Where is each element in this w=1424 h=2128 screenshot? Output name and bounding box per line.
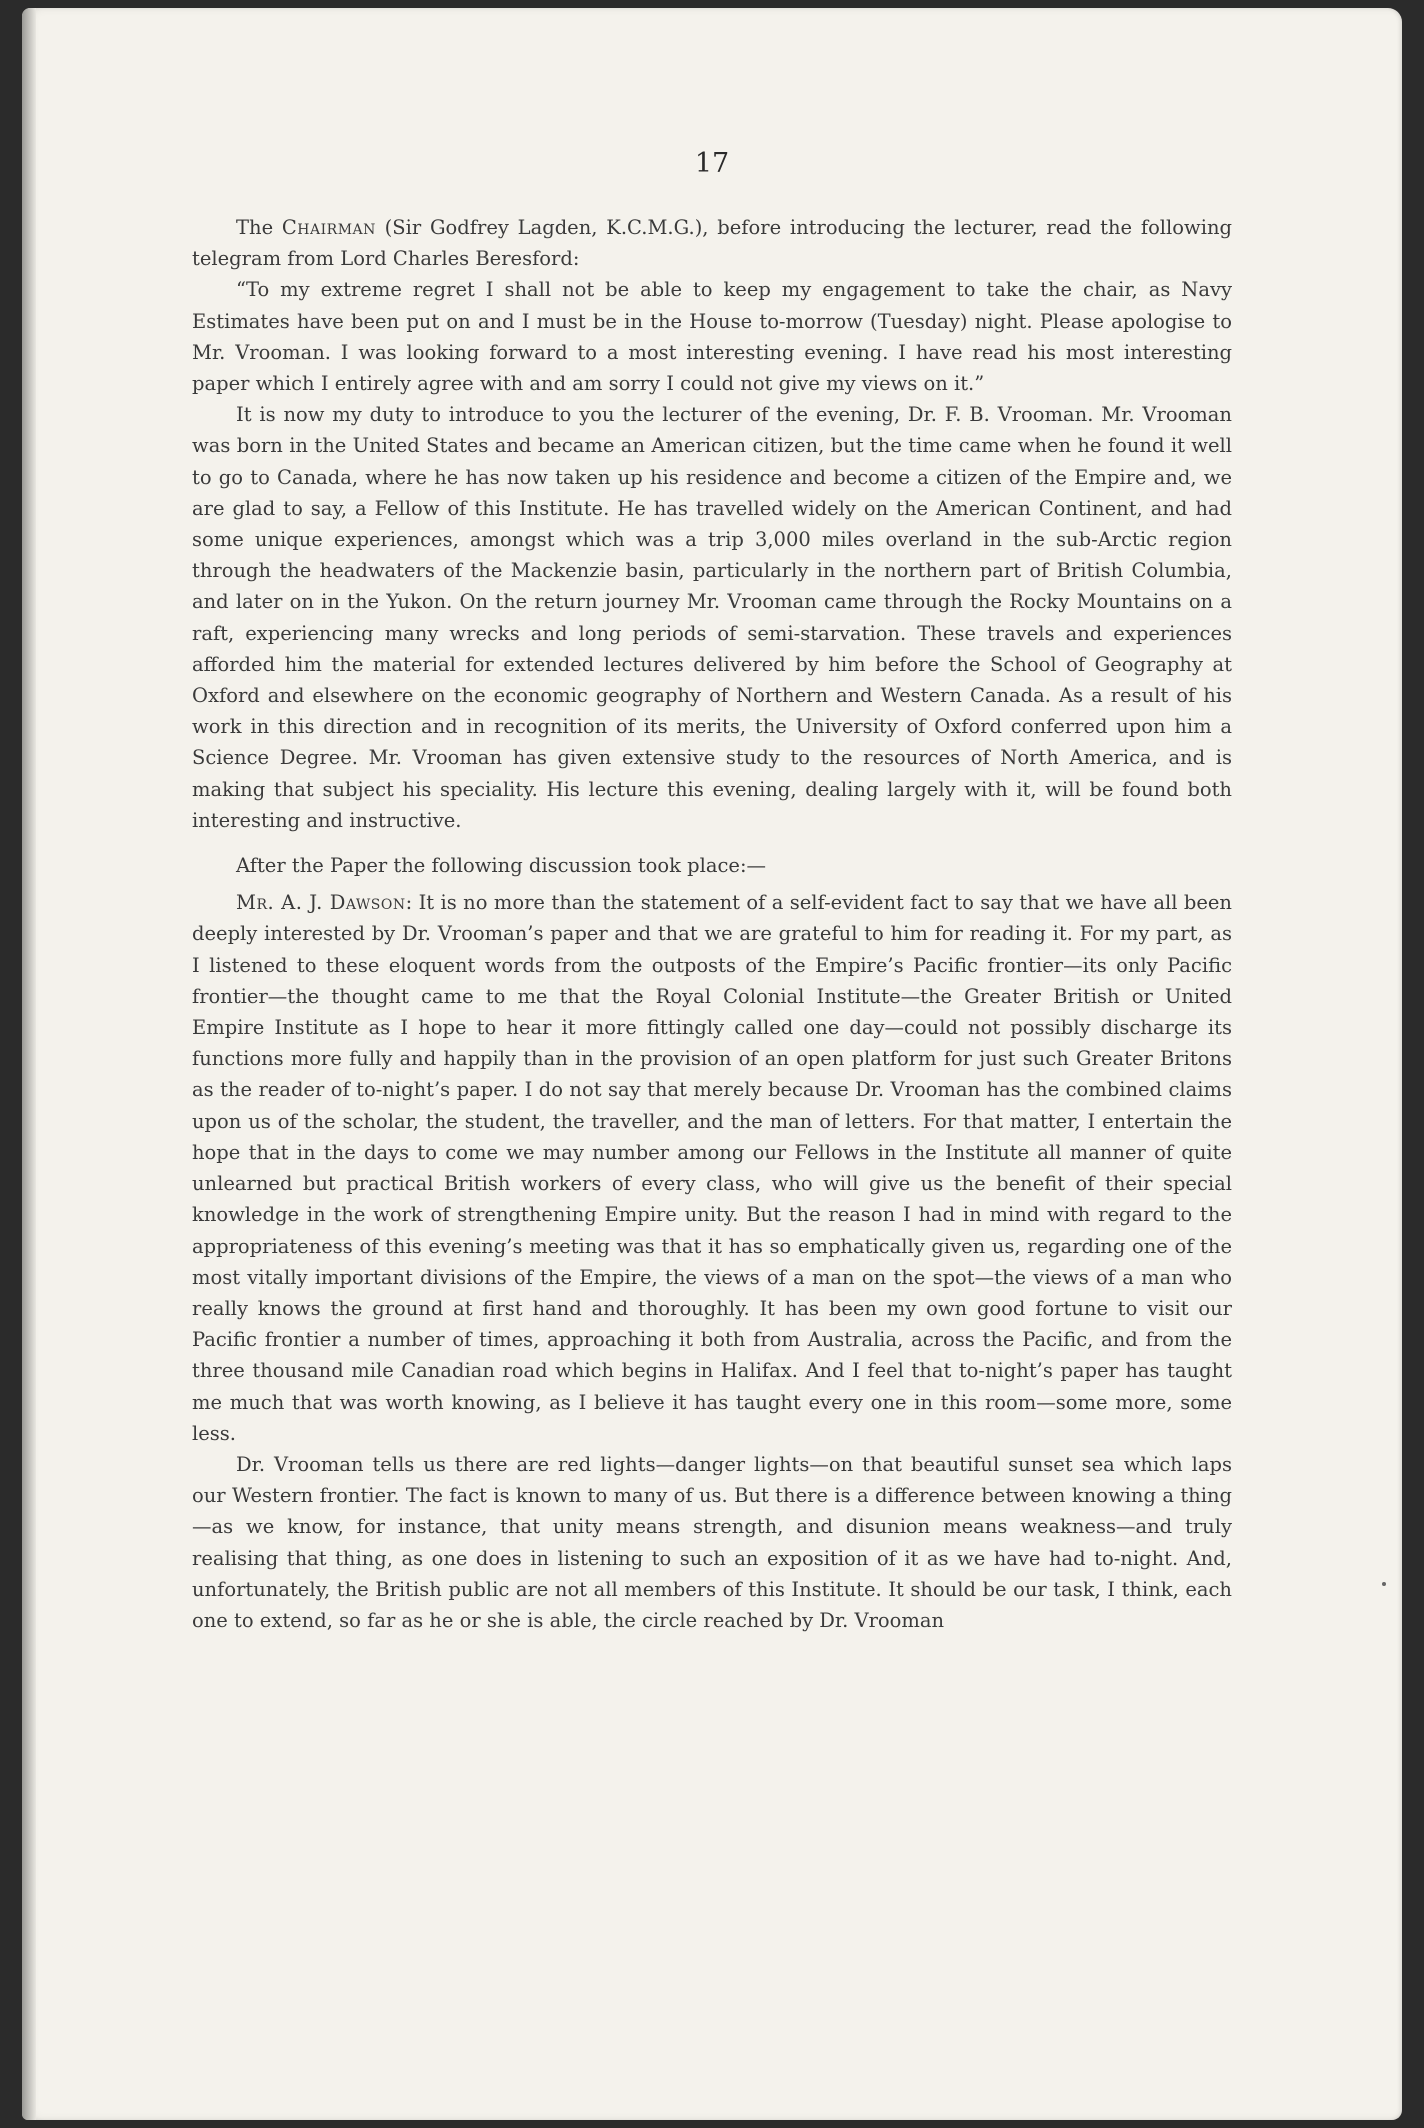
paragraph-lecturer-intro: It is now my duty to introduce to you the lecturer of the evening, Dr. F. B. Vrooman. Mr. Vrooman was born in the United States and became an American citizen, but the time came when he found it well to go to Canada, where he has now taken up his residence and become a citizen of the Empire and, we are glad to say, a Fellow of this Institute. He has travelled widely on the American Continent, and had some unique experiences, amongst which was a trip 3,000 miles overland in the sub-Arctic region through the headwaters of the Mackenzie basin, particularly in the northern part of British Columbia, and later on in the Yukon. On the return journey Mr. Vrooman came through the Rocky Mountains on a raft, experiencing many wrecks and long periods of semi-starvation. These travels and experiences afforded him the material for extended lectures delivered by him before the School of Geography at Oxford and elsewhere on the economic geography of Northern and Western Canada. As a result of his work in this direction and in recognition of its merits, the University of Oxford conferred upon him a Science Degree. Mr. Vrooman has given extensive study to the resources of North America, and is making that subject his speciality. His lecture this evening, dealing largely with it, will be found both interesting and instructive. (192, 403, 1232, 832)
page-text (192, 212, 1232, 1636)
scan-speck (1382, 1582, 1386, 1586)
page-binding-edge (22, 8, 36, 2120)
paragraph-chairman-intro-lead: The (236, 216, 282, 239)
paragraph-red-lights: Dr. Vrooman tells us there are red lights—danger lights—on that beautiful sunset sea which laps our Western frontier. The fact is known to many of us. But there is a difference between knowing a thing—as we know, for instance, that unity means strength, and disunion means weakness—and truly realising that thing, as one does in listening to such an exposition of it as we have had to-night. And, unfortunately, the British public are not all members of this Institute. It should be our task, I think, each one to extend, so far as he or she is able, the circle reached by Dr. Vrooman (192, 1452, 1232, 1632)
paragraph-dawson-text: : It is no more than the statement of a self-evident fact to say that we have all been deeply interested by Dr. Vrooman’s paper and that we are grateful to him for reading it. For my part, as I listened to these eloquent words from the outposts of the Empire’s Pacific frontier—its only Pacific frontier—the thought came to me that the Royal Colonial Institute—the Greater British or United Empire Institute as I hope to hear it more fittingly called one day—could not possibly discharge its functions more fully and happily than in the provision of an open platform for just such Greater Britons as the reader of to-night’s paper. I do not say that merely because Dr. Vrooman has the combined claims upon us of the scholar, the student, the traveller, and the man of letters. For that matter, I entertain the hope that in the days to come we may number among our Fellows in the Institute all manner of quite unlearned but practical British workers of every class, who will give us the benefit of their special knowledge in the work of strengthening Empire unity. But the reason I had in mind with regard to the appropriateness of this evening’s meeting was that it has so emphatically given us, regarding one of the most vitally important divisions of the Empire, the views of a man on the spot—the views of a man who really knows the ground at first hand and thoroughly. It has been my own good fortune to visit our Pacific frontier a number of times, approaching it both from Australia, across the Pacific, and from the three thousand mile Canadian road which begins in Halifax. And I feel that to-night’s paper has taught me much that was worth knowing, as I believe it has taught every one in this room—some more, some less. (192, 891, 1232, 1445)
paragraph-dawson-speech (192, 887, 1232, 1449)
paragraph-telegram: “To my extreme regret I shall not be able to keep my engagement to take the chair, as Navy Estimates have been put on and I must be in the House to-morrow (Tuesday) night. Please apologise to Mr. Vrooman. I was looking forward to a most interesting evening. I have read his most interesting paper which I entirely agree with and am sorry I could not give my views on it.” (192, 278, 1232, 396)
paragraph-discussion-heading: After the Paper the following discussion took place:— (236, 854, 767, 878)
page-number: 17 (694, 148, 730, 179)
speaker-name-dawson: Mr. A. J. Dawson (236, 891, 406, 915)
paragraph-chairman-intro-text: (Sir Godfrey Lagden, K.C.M.G.), before introducing the lecturer, read the following telegram from Lord Charles Beresford: (192, 216, 1232, 271)
paragraph-chairman-intro (192, 212, 1232, 274)
speaker-name-chairman: Chairman (281, 216, 376, 239)
